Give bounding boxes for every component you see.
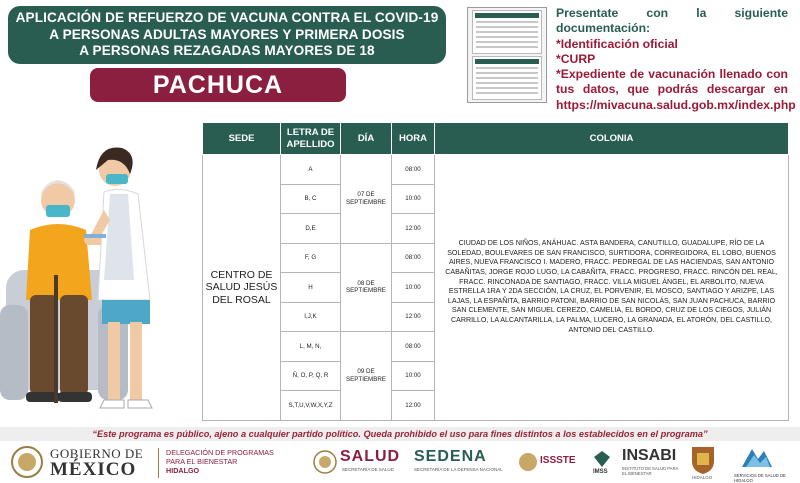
issste-eagle-icon xyxy=(518,452,538,472)
letra-cell: I,J,K xyxy=(281,302,341,332)
hora-cell: 12:00 xyxy=(392,214,435,244)
delegacion-line-3: HIDALGO xyxy=(166,466,200,475)
gobierno-seal-icon xyxy=(10,445,44,479)
hidalgo-label: HIDALGO xyxy=(692,475,713,480)
documentation-intro: Presentate con la siguiente documentación: xyxy=(556,6,788,36)
gobierno-line-2: MÉXICO xyxy=(50,459,137,480)
documentation-requirements xyxy=(556,6,796,113)
ssh-logo-icon xyxy=(740,445,774,471)
sedena-subtitle: SECRETARÍA DE LA DEFENSA NACIONAL xyxy=(414,467,503,472)
insabi-logo-text: INSABI xyxy=(622,447,677,464)
dia-cell: 08 DE SEPTIEMBRE xyxy=(341,243,392,332)
letra-cell: F, G xyxy=(281,243,341,273)
title-line-1: APLICACIÓN DE REFUERZO DE VACUNA CONTRA EL COVID-19 xyxy=(15,10,439,26)
hidalgo-shield-icon xyxy=(690,445,716,475)
delegacion-text xyxy=(166,448,274,475)
letra-cell: S,T,U,V,W,X,Y,Z xyxy=(281,391,341,421)
delegacion-line-1: DELEGACIÓN DE PROGRAMAS xyxy=(166,448,274,457)
header-dia: DÍA xyxy=(341,123,392,155)
header-letra: LETRA DE APELLIDO xyxy=(281,123,341,155)
salud-subtitle: SECRETARÍA DE SALUD xyxy=(342,467,394,472)
colonia-cell: CIUDAD DE LOS NIÑOS, ANÁHUAC. ASTA BANDERA, CANUTILLO, GUADALUPE, RÍO DE LA SOLEDAD, BOULEVARES DE SAN FRANCISCO, SURTIDORA, CORREGIDORA, EL LOBO, BUENOS AIRES, NUEVA FRANCISCO I. MADERO, FRACC. PEDREGAL DE LAS HACIENDAS, SAN ANTONIO CABAÑITAS, JORGE ROJO LUGO, LA CABAÑITA, FRACC. PROGRESO, FRACC. RINCÓN DEL REAL, FRACC. RINCONADA DE SANTIAGO, FRACC. VILLA MIGUEL ÁNGEL, EL ARBOLITO, NUEVA ESTRELLA 1RA Y 2DA SECCIÓN, LA CRUZ, EL PORVENIR, EL MOSCO, SANTIAGO Y ARIZPE, LAS LAJAS, LA ESPAÑITA, BARRIO PATONI, BARRIO DE SAN NICOLÁS, SAN JUAN PACHUCA, BARRIO SAN CLEMENTE, SAN MIGUEL CEREZO, CAMELIA, EL BORDO, CRUZ DE LOS CIEGOS, JULIÁN CARRILLO, LA ALCANTARILLA, LA PALMA, LUCERO, LA GRANADA, EL ATORÓN, DEL CASTILLO, ANTONIO DEL CASTILLO. xyxy=(435,155,789,421)
header-hora: HORA xyxy=(392,123,435,155)
salud-logo-text: SALUD xyxy=(340,448,401,465)
vaccination-schedule-table xyxy=(202,122,789,421)
letra-cell: A xyxy=(281,155,341,185)
hora-cell: 10:00 xyxy=(392,273,435,303)
dia-cell: 07 DE SEPTIEMBRE xyxy=(341,155,392,244)
hora-cell: 12:00 xyxy=(392,302,435,332)
hora-cell: 12:00 xyxy=(392,391,435,421)
hora-cell: 08:00 xyxy=(392,155,435,185)
letra-cell: H xyxy=(281,273,341,303)
letra-cell: L, M, N, xyxy=(281,332,341,362)
vaccination-form-thumbnail xyxy=(467,7,547,103)
vaccination-illustration xyxy=(0,130,200,420)
sedena-logo-text: SEDENA xyxy=(414,448,487,465)
issste-logo-text: ISSSTE xyxy=(540,455,576,466)
delegacion-line-2: PARA EL BIENESTAR xyxy=(166,457,238,466)
hora-cell: 10:00 xyxy=(392,361,435,391)
sede-cell: CENTRO DE SALUD JESÚS DEL ROSAL xyxy=(203,155,281,421)
hora-cell: 08:00 xyxy=(392,243,435,273)
dia-cell: 09 DE SEPTIEMBRE xyxy=(341,332,392,421)
title-line-3: A PERSONAS REZAGADAS MAYORES DE 18 xyxy=(79,43,375,59)
requirement-id: *Identificación oficial xyxy=(556,36,678,51)
campaign-title xyxy=(8,6,446,64)
imss-logo-text: IMSS xyxy=(593,469,608,475)
header-colonia: COLONIA xyxy=(435,123,789,155)
title-line-2: A PERSONAS ADULTAS MAYORES Y PRIMERA DOSIS xyxy=(49,26,405,42)
footer-logos xyxy=(0,442,800,482)
hora-cell: 10:00 xyxy=(392,184,435,214)
letra-cell: D,E xyxy=(281,214,341,244)
header-sede: SEDE xyxy=(203,123,281,155)
letra-cell: B, C xyxy=(281,184,341,214)
gobierno-line-1: GOBIERNO DE xyxy=(50,446,144,461)
city-banner: PACHUCA xyxy=(90,68,346,102)
footer-divider xyxy=(158,448,159,478)
letra-cell: Ñ, O, P, Q, R xyxy=(281,361,341,391)
hora-cell: 08:00 xyxy=(392,332,435,362)
imss-eagle-icon xyxy=(592,449,612,469)
requirement-curp: *CURP xyxy=(556,51,596,66)
requirement-expediente: *Expediente de vacunación llenado con tus datos, que podrás descargar en https://mivacuna.salud.gob.mx/index.php xyxy=(556,67,796,112)
insabi-subtitle: INSTITUTO DE SALUD PARA EL BIENESTAR xyxy=(622,466,679,476)
program-disclaimer: “Este programa es público, ajeno a cualquier partido político. Queda prohibido el uso para fines distintos a los establecidos en el programa” xyxy=(0,427,800,441)
salud-seal-icon xyxy=(313,450,337,474)
ssh-subtitle: SERVICIOS DE SALUD DE HIDALGO xyxy=(734,473,786,483)
